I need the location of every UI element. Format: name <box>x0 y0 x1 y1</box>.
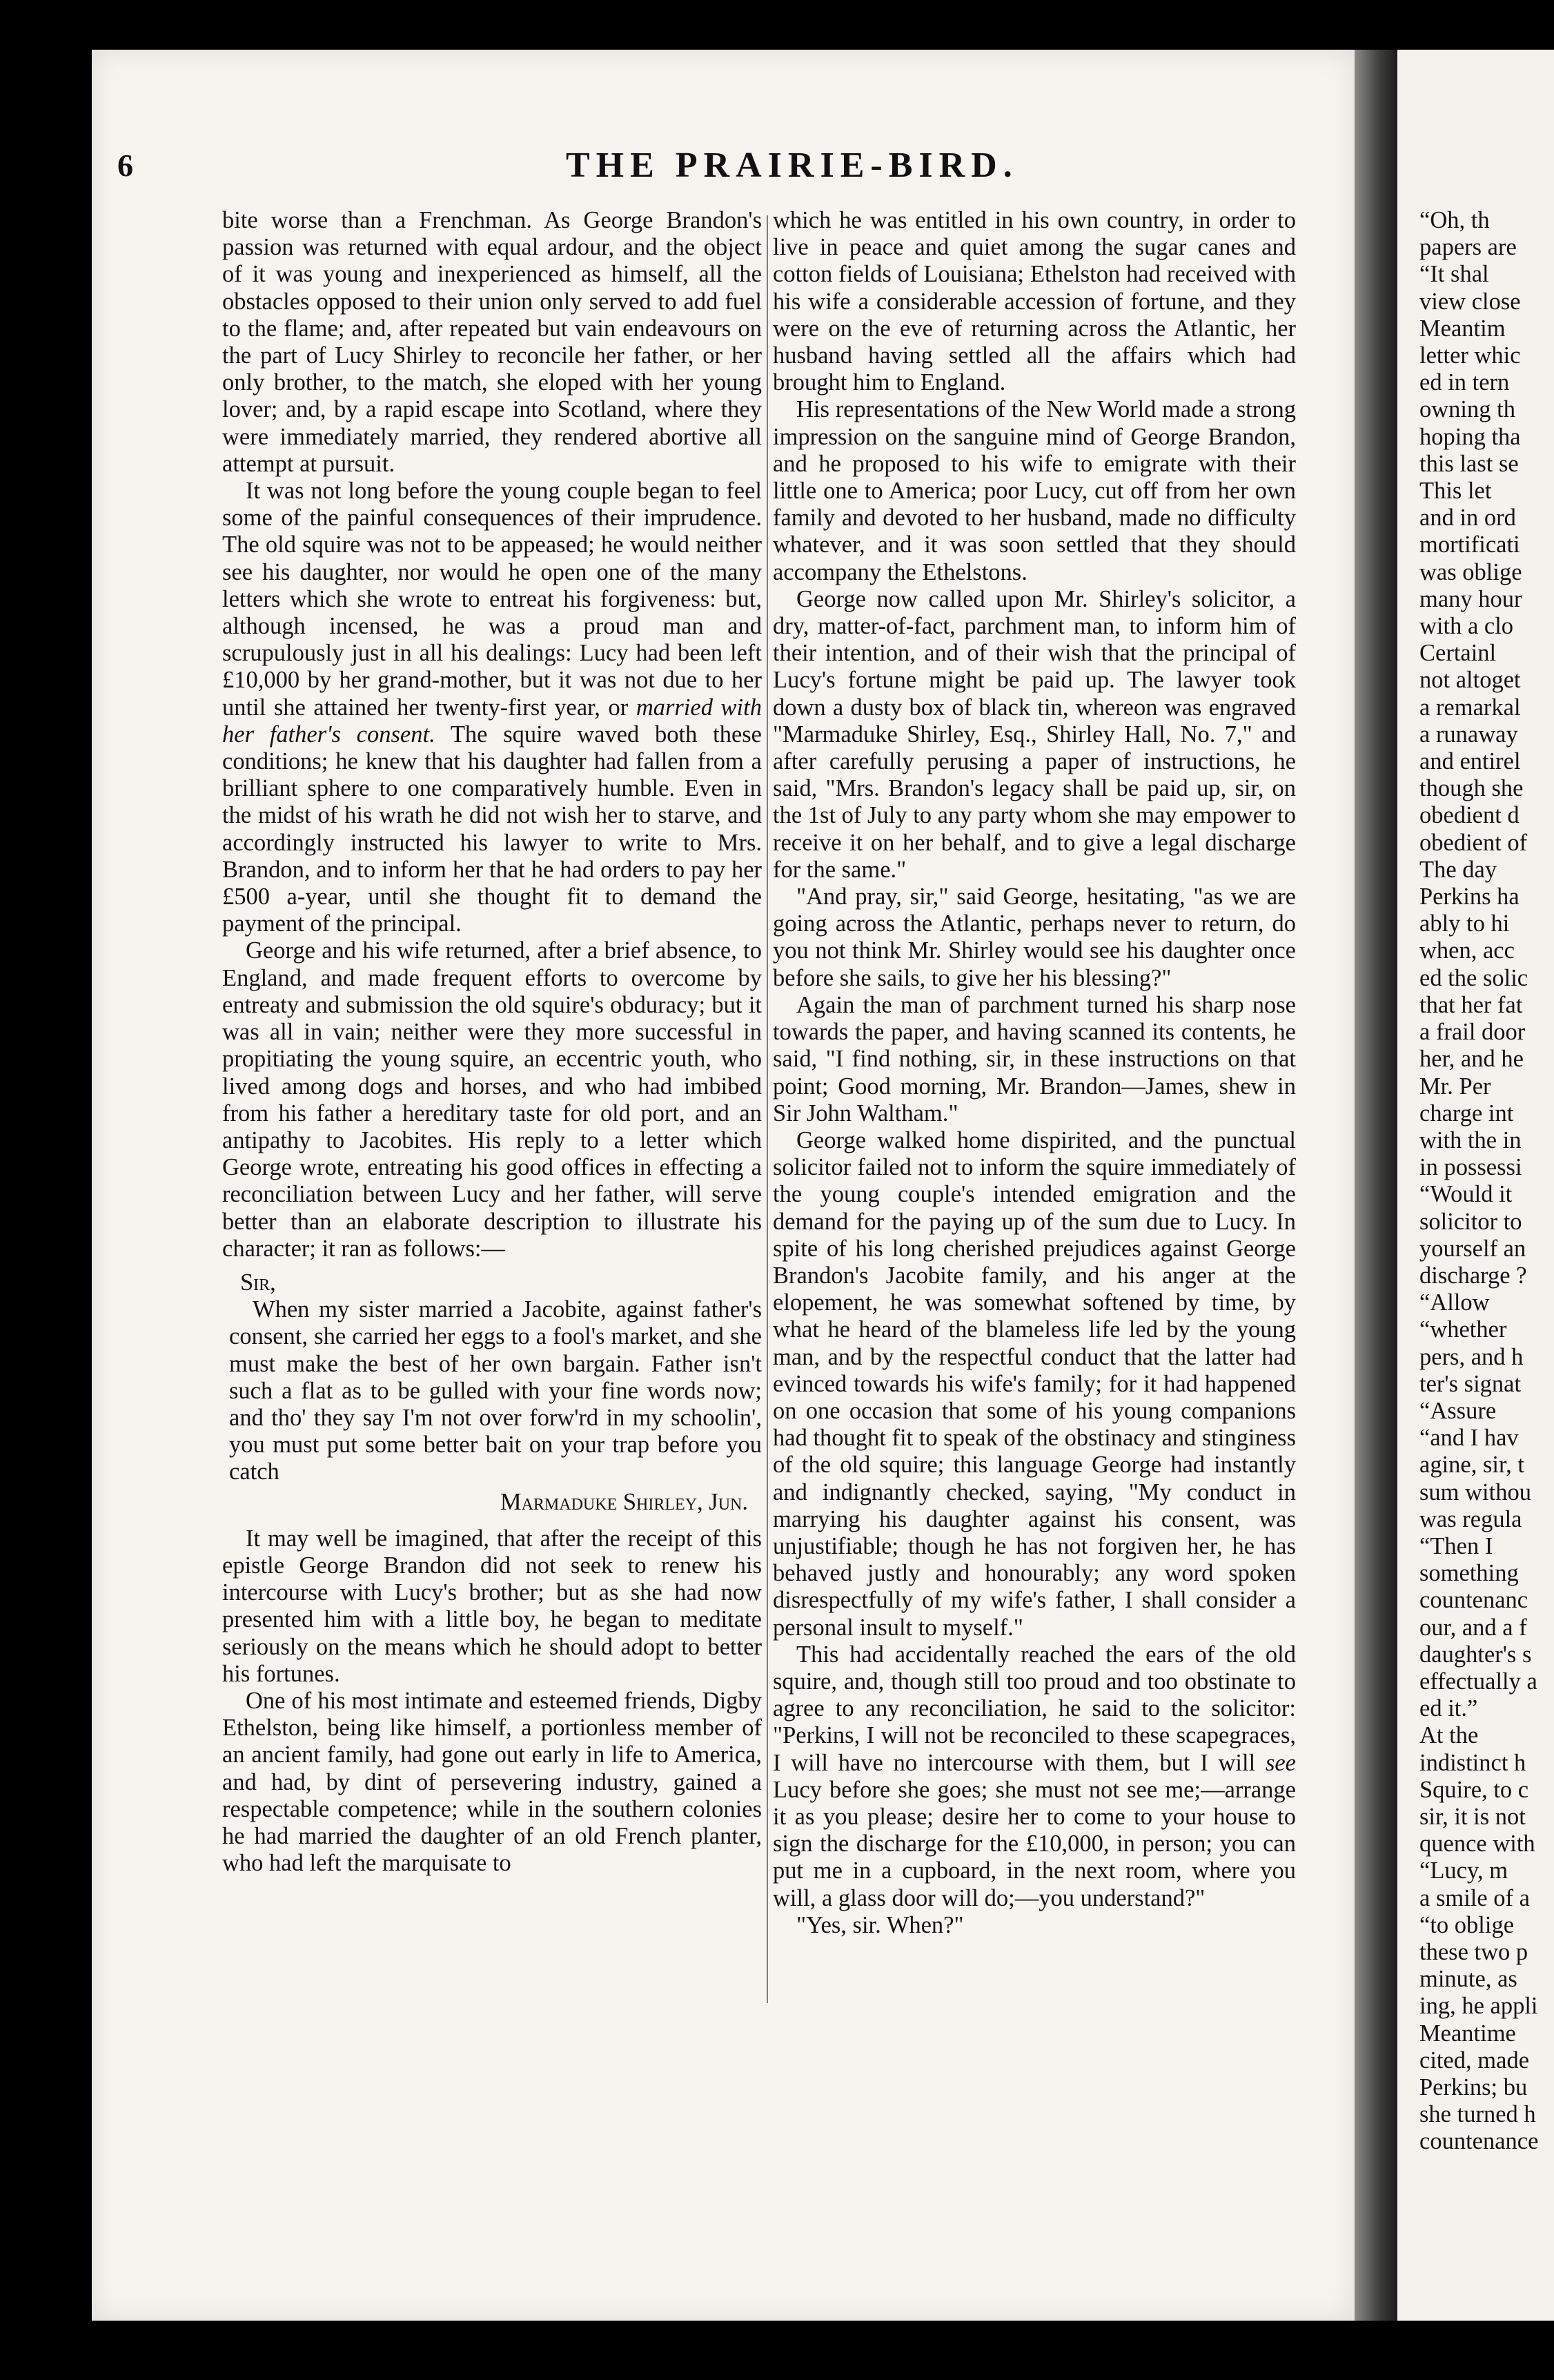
paragraph: "And pray, sir," said George, hesitating, "as we are going across the Atlantic, perhaps never to return, do you not think Mr. Shirley would see his daughter once before she sails, to give her his blessing?" <box>773 884 1296 991</box>
next-page-line: “whether <box>1419 1316 1507 1343</box>
next-page-line: “Assure <box>1419 1397 1497 1424</box>
next-page-line: obedient d <box>1419 802 1519 829</box>
next-page-line: Perkins ha <box>1419 884 1519 910</box>
next-page-line: hoping tha <box>1419 423 1521 450</box>
next-page-line: Mr. Per <box>1419 1073 1491 1100</box>
paragraph: Again the man of parchment turned his sharp nose towards the paper, and having scanned its contents, he said, "I find nothing, sir, in these instructions on that point; Good morning, Mr. Brandon—James, shew in Sir John Waltham." <box>773 991 1296 1126</box>
next-page-line: indistinct h <box>1419 1749 1526 1776</box>
next-page-line: “and I hav <box>1419 1425 1519 1452</box>
next-page-line: At the <box>1419 1722 1479 1749</box>
next-page-line: mortificati <box>1419 531 1520 558</box>
next-page-line: Perkins; bu <box>1419 2074 1528 2101</box>
next-page-line: Certainl <box>1419 640 1497 667</box>
text-run: Lucy before she goes; she must not see me;—arrange it as you please; desire her to come to your house to sign the discharge for the £10,000, in person; you can put me in a cupboard, in the next room, where you will, a glass door will do;—you understand?" <box>773 1776 1296 1911</box>
next-page-line: that her fat <box>1419 991 1523 1018</box>
next-page-line: these two p <box>1419 1939 1528 1965</box>
next-page-line: cited, made <box>1419 2047 1530 2074</box>
next-page-line: with a clo <box>1419 613 1514 640</box>
next-page-line: “Oh, th <box>1419 207 1490 233</box>
next-page-line: “Would it <box>1419 1181 1513 1208</box>
paragraph: George and his wife returned, after a brief absence, to England, and made frequent efforts to overcome by entreaty and submission the old squire's obduracy; but it was all in vain; neither were they more successful in propitiating the young squire, an eccentric youth, who lived among dogs and horses, and who had imbibed from his father a hereditary taste for old port, and an antipathy to Jacobites. His reply to a letter which George wrote, entreating his good offices in effecting a reconciliation between Lucy and her father, will serve better than an elaborate description to illustrate his character; it ran as follows:— <box>222 937 762 1262</box>
paragraph <box>222 478 762 937</box>
next-page-line: “It shal <box>1419 261 1489 288</box>
next-page-line: was oblige <box>1419 558 1522 585</box>
next-page-line: yourself an <box>1419 1235 1526 1262</box>
next-page-line: ed in tern <box>1419 369 1510 396</box>
paragraph: which he was entitled in his own country, in order to live in peace and quiet among the sugar canes and cotton fields of Louisiana; Ethelston had received with his wife a considerable accession of fortune, and they were on the eve of returning across the Atlantic, her husband having settled all the affairs which had brought him to England. <box>773 207 1296 396</box>
next-page-line: a runaway <box>1419 721 1518 748</box>
next-page-line: effectually a <box>1419 1668 1537 1695</box>
next-page-line: pers, and h <box>1419 1343 1524 1370</box>
next-page-line: a frail door <box>1419 1019 1526 1046</box>
paragraph: One of his most intimate and esteemed friends, Digby Ethelston, being like himself, a portionless member of an ancient family, had gone out early in life to America, and had, by dint of persevering industry, gained a respectable competence; while in the southern colonies he had married the daughter of an old French planter, who had left the marquisate to <box>222 1687 762 1877</box>
next-page-line: not altoget <box>1419 667 1521 694</box>
next-page-line: something <box>1419 1560 1519 1587</box>
next-page-line: ably to hi <box>1419 910 1510 937</box>
next-page-line: discharge ? <box>1419 1262 1527 1289</box>
next-page-line: solicitor to <box>1419 1208 1522 1235</box>
next-page-line: a remarkal <box>1419 694 1521 721</box>
next-page-line: obedient of <box>1419 829 1528 856</box>
left-column <box>222 207 762 1877</box>
next-page-line: view close <box>1419 288 1521 315</box>
next-page-line: agine, sir, t <box>1419 1452 1524 1479</box>
next-page-text <box>1419 207 1554 2156</box>
next-page-line: she turned h <box>1419 2101 1536 2128</box>
paragraph: George now called upon Mr. Shirley's solicitor, a dry, matter-of-fact, parchment man, to inform him of their intention, and of their wish that the principal of Lucy's fortune might be paid up. The lawyer took down a dusty box of black tin, whereon was engraved "Marmaduke Shirley, Esq., Shirley Hall, No. 7," and after carefully perusing a paper of instructions, he said, "Mrs. Brandon's legacy shall be paid up, sir, on the 1st of July to any party whom she may empower to receive it on her behalf, and to give a legal discharge for the same." <box>773 585 1296 883</box>
next-page-line: sir, it is not <box>1419 1803 1526 1830</box>
next-page-line: Squire, to c <box>1419 1776 1529 1803</box>
next-page-line: papers are <box>1419 234 1517 261</box>
italic-text: see <box>1265 1749 1296 1776</box>
next-page-line: ing, he appli <box>1419 1993 1538 2020</box>
column-divider <box>767 215 768 2003</box>
next-page-line: and entirel <box>1419 748 1521 775</box>
next-page-line: quence with <box>1419 1831 1535 1857</box>
running-title: THE PRAIRIE-BIRD. <box>566 146 1019 185</box>
paragraph <box>773 1641 1296 1912</box>
next-page-line: with the in <box>1419 1126 1522 1153</box>
page-number: 6 <box>117 148 133 183</box>
next-page-line: her, and he <box>1419 1046 1524 1073</box>
next-page-line: “Allow <box>1419 1289 1490 1316</box>
next-page-line: many hour <box>1419 585 1522 612</box>
letter-salutation: Sir, <box>240 1269 276 1296</box>
text-run: This had accidentally reached the ears of the old squire, and, though still too proud and too obstinate to agree to any reconciliation, he said to the solicitor: "Perkins, I will not be reconciled to these scapegraces, I will have no intercourse with them, but I will <box>773 1641 1296 1776</box>
next-page-line: daughter's s <box>1419 1641 1532 1668</box>
next-page-line: though she <box>1419 775 1524 802</box>
next-page-line: “Then I <box>1419 1532 1493 1559</box>
paragraph: His representations of the New World made a strong impression on the sanguine mind of George Brandon, and he proposed to his wife to emigrate with their little one to America; poor Lucy, cut off from her own family and devoted to her husband, made no difficulty whatever, and it was soon settled that they should accompany the Ethelstons. <box>773 396 1296 585</box>
next-page-line: minute, as <box>1419 1966 1517 1993</box>
italic-text: married with her father's consent. <box>222 694 762 748</box>
letter-signature: Marmaduke Shirley, Jun. <box>500 1488 748 1515</box>
next-page-line: “to oblige <box>1419 1911 1515 1938</box>
next-page-line: ter's signat <box>1419 1370 1522 1397</box>
next-page-line: charge int <box>1419 1100 1514 1126</box>
text-run: The squire waved both these conditions; he knew that his daughter had fallen from a brilliant sphere to one comparatively humble. Even in the midst of his wrath he did not wish her to starve, and accordingly instructed his lawyer to write to Mrs. Brandon, and to inform her that he had orders to pay her £500 a-year, until she thought fit to demand the payment of the principal. <box>222 721 762 937</box>
paragraph: "Yes, sir. When?" <box>796 1911 964 1938</box>
next-page-line: our, and a f <box>1419 1614 1527 1641</box>
next-page-line: was regula <box>1419 1505 1522 1532</box>
next-page-line: countenanc <box>1419 1587 1528 1614</box>
next-page-line: ed the solic <box>1419 964 1528 991</box>
text-run: It was not long before the young couple began to feel some of the painful consequences of their imprudence. The old squire was not to be appeased; he would neither see his daughter, nor would he open one of the many letters which she wrote to entreat his forgiveness: but, although incensed, he was a proud man and scrupulously just in all his dealings: Lucy had been left £10,000 by her grand-mother, but it was not due to her until she attained her twenty-first year, or <box>222 478 762 721</box>
next-page-line: “Lucy, m <box>1419 1857 1508 1884</box>
next-page-line: a smile of a <box>1419 1884 1530 1911</box>
paragraph: It may well be imagined, that after the receipt of this epistle George Brandon did not seek to renew his intercourse with Lucy's brother; but as she had now presented him with a little boy, he began to meditate seriously on the means which he should adopt to better his fortunes. <box>222 1525 762 1687</box>
next-page-line: Meantim <box>1419 315 1506 342</box>
right-column <box>773 207 1296 1939</box>
next-page-line: sum withou <box>1419 1479 1531 1505</box>
next-page-line: This let <box>1419 478 1492 505</box>
next-page-line: in possessi <box>1419 1154 1522 1181</box>
next-page-line: owning th <box>1419 396 1515 423</box>
next-page-line: Meantime <box>1419 2020 1516 2047</box>
paragraph: bite worse than a Frenchman. As George Brandon's passion was returned with equal ardour, and the object of it was young and inexperienced as himself, all the obstacles opposed to their union only served to add fuel to the flame; and, after repeated but vain endeavours on the part of Lucy Shirley to reconcile her father, or her only brother, to the match, she eloped with her young lover; and, by a rapid escape into Scotland, where they were immediately married, they rendered abortive all attempt at pursuit. <box>222 207 762 477</box>
next-page-line: ed it.” <box>1419 1695 1478 1722</box>
next-page-line: this last se <box>1419 450 1519 477</box>
next-page-line: countenance <box>1419 2128 1539 2155</box>
paragraph: George walked home dispirited, and the punctual solicitor failed not to inform the squire immediately of the young couple's intended emigration and the demand for the paying up of the sum due to Lucy. In spite of his long cherished prejudices against George Brandon's Jacobite family, and his anger at the elopement, he was somewhat softened by time, by what he heard of the blameless life led by the young man, and by the respectful conduct that the latter had evinced towards his wife's family; for it had happened on one occasion that some of his young companions had thought fit to speak of the obstinacy and stinginess of the old squire; this language George had instantly and indignantly checked, saying, "My conduct in marrying his daughter against his consent, was unjustifiable; though he has not forgiven her, he has behaved justly and honourably; any word spoken disrespectfully of my wife's father, I shall consider a personal insult to myself." <box>773 1126 1296 1641</box>
next-page-line: and in ord <box>1419 505 1516 531</box>
next-page-line: when, acc <box>1419 937 1515 964</box>
next-page-line: The day <box>1419 856 1497 883</box>
book-gutter <box>1355 50 1397 2321</box>
next-page-line: letter whic <box>1419 342 1521 369</box>
letter-body: When my sister married a Jacobite, against father's consent, she carried her eggs to a fool's market, and she must make the best of her own bargain. Father isn't such a flat as to be gulled with your fine words now; and tho' they say I'm not over forw'rd in my schoolin', you must put some better bait on your trap before you catch <box>229 1296 762 1485</box>
